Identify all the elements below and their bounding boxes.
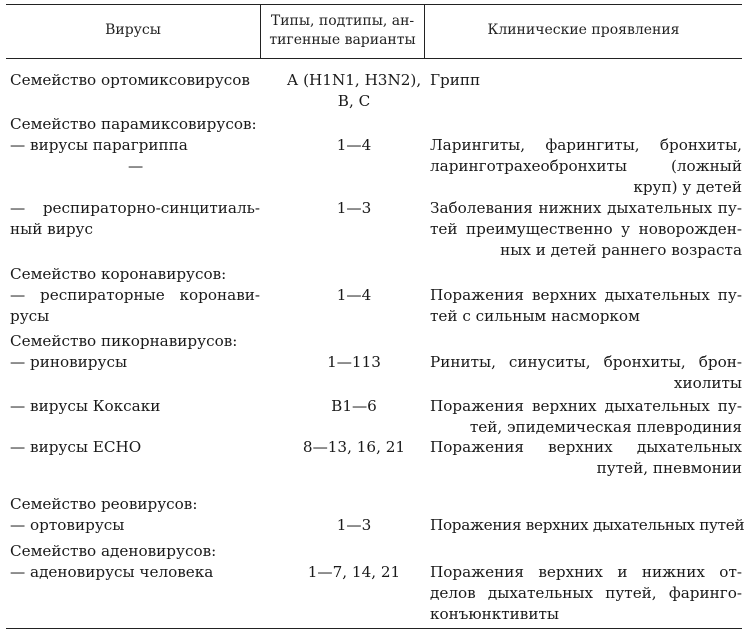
row-0-virus-line-0: Семейство ортомиксовирусов [10,71,250,89]
row-3-clinical [430,285,742,327]
table-header-rule [6,58,742,59]
row-7-virus-line-1: — ортовирусы [10,515,125,534]
row-6-clinical-line-1: путей, пневмонии [596,458,742,477]
row-3-clinical-line-0: Поражения верхних дыхательных пу- [430,286,742,304]
row-4-clinical-line-0: Риниты, синуситы, бронхиты, брон- [430,353,742,371]
row-7-types: 1—3 [336,516,372,534]
row-4-types: 1—113 [327,353,381,371]
row-0-types-line-1: B, C [337,91,371,110]
table-top-rule [6,4,742,5]
row-5-clinical [430,396,742,438]
row-0-types [264,70,444,112]
row-3-clinical-line-1: тей с сильным насморком [430,306,640,325]
row-8-clinical-line-0: Поражения верхних и нижних от- [430,563,742,581]
row-2-clinical [430,198,742,260]
row-1-clinical-line-0: Ларингиты, фарингиты, бронхиты, [430,136,742,154]
row-7-virus [10,494,197,536]
row-8-types: 1—7, 14, 21 [307,563,401,581]
row-1-clinical-line-2: круп) у детей [633,177,742,196]
row-0-clinical-line-0: Грипп [430,71,481,89]
row-4-virus-line-1: — риновирусы [10,352,128,371]
row-8-clinical-line-2: конъюнктивиты [430,604,559,623]
row-6-types: 8—13, 16, 21 [302,438,406,456]
row-0-clinical [430,70,742,91]
row-2-virus-line-0: — респираторно-синцитиаль- [10,199,260,217]
header-viruses: Вирусы [105,22,161,38]
row-5-virus-line-0: — вирусы Коксаки [10,397,161,415]
row-6-clinical-line-0: Поражения верхних дыхательных [430,438,742,456]
row-8-clinical-line-1: делов дыхательных путей, фаринго- [430,583,742,602]
row-3-virus-line-2: русы [10,306,50,325]
table-bottom-rule [6,628,742,629]
row-2-clinical-line-0: Заболевания нижних дыхательных пу- [430,199,742,217]
row-2-virus [10,198,260,240]
row-2-virus-line-1: ный вирус [10,219,93,238]
row-5-clinical-line-1: тей, эпидемическая плевродиния [469,417,742,436]
row-1-virus [10,114,257,176]
row-3-types: 1—4 [336,286,372,304]
row-4-clinical-line-1: хиолиты [673,373,742,392]
header-types-line1: Типы, подтипы, ан- [270,13,415,29]
row-5-virus [10,396,160,417]
row-7-virus-line-0: Семейство реовирусов: [10,495,198,513]
header-types [261,12,424,50]
row-4-virus-line-0: Семейство пикорнавирусов: [10,332,238,350]
row-1-types: 1—4 [336,136,372,154]
row-5-types: B1—6 [331,397,377,415]
row-2-types: 1—3 [336,199,372,217]
row-8-virus-line-1: — аденовирусы человека [10,562,214,581]
row-7-clinical-line-0: Поражения верхних дыхательных путей [430,516,745,534]
row-3-virus [10,264,260,326]
row-1-clinical-line-1: ларинготрахеобронхиты (ложный [430,156,742,175]
row-7-clinical [430,515,745,536]
row-8-virus-line-0: Семейство аденовирусов: [10,542,217,560]
row-4-virus [10,331,237,373]
row-6-clinical [430,437,742,479]
row-2-clinical-line-1: тей преимущественно у новорожден- [430,219,742,238]
row-1-virus-line-2: — [128,156,144,175]
header-clinical: Клинические проявления [487,22,680,38]
row-8-virus [10,541,216,583]
row-3-virus-line-0: Семейство коронавирусов: [10,265,227,283]
row-1-virus-line-0: Семейство парамиксовирусов: [10,115,257,133]
row-2-clinical-line-2: ных и детей раннего возраста [500,240,742,259]
row-4-clinical [430,352,742,394]
row-0-virus [10,70,250,91]
header-types-line2: тигенные варианты [269,32,416,48]
row-6-virus-line-0: — вирусы ЕСНО [10,438,142,456]
row-6-virus [10,437,141,458]
row-5-clinical-line-0: Поражения верхних дыхательных пу- [430,397,742,415]
row-1-virus-line-1: — вирусы парагриппа [10,135,188,154]
row-3-virus-line-1: — респираторные коронави- [10,285,260,304]
row-0-types-line-0: А (H1N1, H3N2), [286,71,422,89]
row-8-clinical [430,562,742,624]
row-1-clinical [430,135,742,197]
